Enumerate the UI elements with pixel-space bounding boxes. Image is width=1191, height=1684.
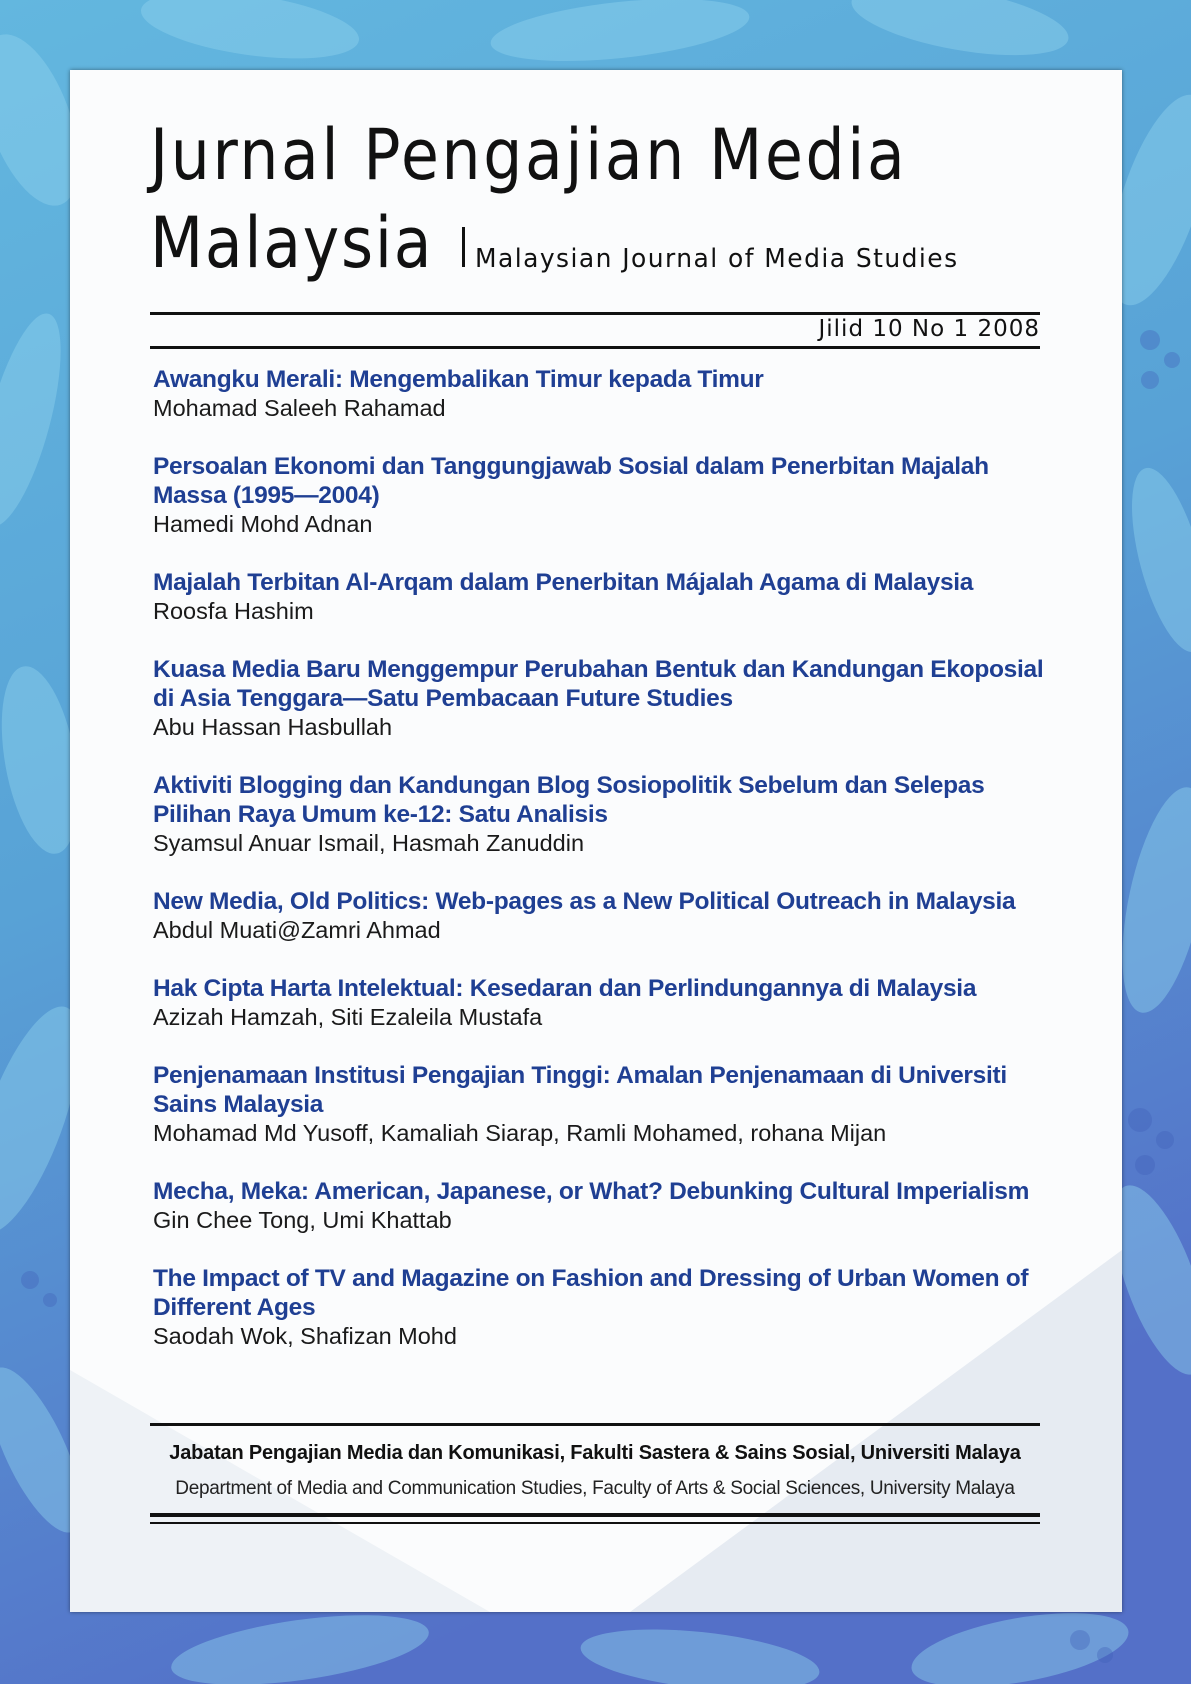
article-authors: Gin Chee Tong, Umi Khattab	[153, 1207, 452, 1233]
article-title[interactable]: Kuasa Media Baru Menggempur Perubahan Bentuk dan Kandungan Ekoposial di Asia Tenggara—Satu Pembacaan Future Studies	[153, 656, 1044, 712]
article-authors: Abu Hassan Hasbullah	[153, 714, 393, 740]
article-authors: Mohamad Saleeh Rahamad	[153, 395, 446, 421]
article-title[interactable]: Awangku Merali: Mengembalikan Timur kepada Timur	[153, 366, 764, 393]
header-rule-top	[150, 312, 1040, 315]
table-of-contents	[153, 365, 1053, 1380]
article-authors: Roosfa Hashim	[153, 598, 314, 624]
issue-label: Jilid 10 No 1 2008	[818, 316, 1040, 342]
journal-subtitle-en: Malaysian Journal of Media Studies	[475, 244, 959, 274]
article-authors: Mohamad Md Yusoff, Kamaliah Siarap, Ramli Mohamed, rohana Mijan	[153, 1120, 887, 1146]
title-separator	[462, 227, 465, 267]
department-english: Department of Media and Communication Studies, Faculty of Arts & Social Sciences, University Malaya	[175, 1478, 1015, 1499]
journal-title-row2	[150, 202, 979, 284]
cover-card	[70, 70, 1122, 1612]
article-title[interactable]: Hak Cipta Harta Intelektual: Kesedaran dan Perlindungannya di Malaysia	[153, 975, 977, 1002]
toc-item	[153, 568, 1053, 626]
toc-item	[153, 1177, 1053, 1235]
journal-title-line2: Malaysia	[150, 202, 434, 284]
toc-item	[153, 974, 1053, 1032]
article-title[interactable]: Majalah Terbitan Al-Arqam dalam Penerbitan Májalah Agama di Malaysia	[153, 569, 974, 596]
article-title[interactable]: Persoalan Ekonomi dan Tanggungjawab Sosial dalam Penerbitan Majalah Massa (1995—2004)	[153, 453, 989, 509]
toc-item	[153, 1264, 1053, 1351]
article-title[interactable]: Aktiviti Blogging dan Kandungan Blog Sosiopolitik Sebelum dan Selepas Pilihan Raya Umum ke-12: Satu Analisis	[153, 772, 985, 828]
footer-rule-mid	[150, 1513, 1040, 1517]
toc-item	[153, 655, 1053, 742]
article-authors: Abdul Muati@Zamri Ahmad	[153, 917, 441, 943]
article-authors: Azizah Hamzah, Siti Ezaleila Mustafa	[153, 1004, 543, 1030]
toc-item	[153, 452, 1053, 539]
footer-rule-bottom	[150, 1522, 1040, 1524]
article-authors: Hamedi Mohd Adnan	[153, 511, 373, 537]
toc-item	[153, 1061, 1053, 1148]
footer-rule-top	[150, 1423, 1040, 1426]
article-title[interactable]: Penjenamaan Institusi Pengajian Tinggi: Amalan Penjenamaan di Universiti Sains Malaysia	[153, 1062, 1007, 1118]
toc-item	[153, 365, 1053, 423]
article-authors: Syamsul Anuar Ismail, Hasmah Zanuddin	[153, 830, 585, 856]
header-rule-bottom	[150, 346, 1040, 349]
article-title[interactable]: The Impact of TV and Magazine on Fashion and Dressing of Urban Women of Different Ages	[153, 1265, 1029, 1321]
article-title[interactable]: New Media, Old Politics: Web-pages as a New Political Outreach in Malaysia	[153, 888, 1016, 915]
toc-item	[153, 771, 1053, 858]
article-authors: Saodah Wok, Shafizan Mohd	[153, 1323, 457, 1349]
article-title[interactable]: Mecha, Meka: American, Japanese, or What? Debunking Cultural Imperialism	[153, 1178, 1030, 1205]
department-malay: Jabatan Pengajian Media dan Komunikasi, Fakulti Sastera & Sains Sosial, Universiti Malaya	[169, 1442, 1021, 1464]
toc-item	[153, 887, 1053, 945]
journal-title-line1: Jurnal Pengajian Media	[150, 114, 908, 196]
